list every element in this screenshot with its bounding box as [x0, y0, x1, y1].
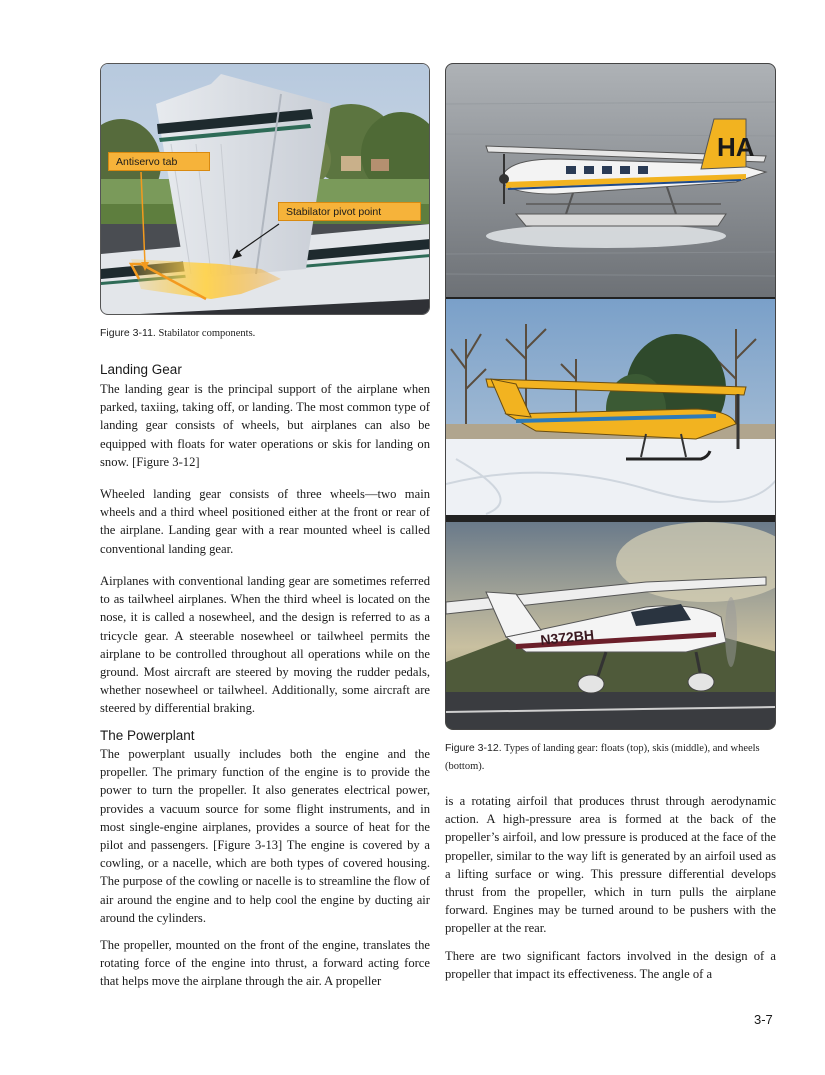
- wheeled-plane-registration: N372BH: [539, 626, 595, 648]
- propeller-design-paragraph: There are two significant factors involved in the design of a propeller that impact its effectiveness. The angle of a: [445, 949, 776, 982]
- landing-gear-paragraph-3: Airplanes with conventional landing gear are sometimes referred to as tailwheel airplanes. When the third wheel is located on the nose, it is called a nosewheel, and the design is referred to as a tricycle gear. A steerable nosewheel or tailwheel permits the airplane to be controlled throughout all operations while on the ground. Most aircraft are steered by moving the rudder pedals, whether nosewheel or tailwheel. Additionally, some aircraft are steered by differential braking.: [100, 574, 430, 716]
- page-number: 3-7: [754, 1012, 773, 1027]
- propeller-paragraph-continued: is a rotating airfoil that produces thrust through aerodynamic action. A high-pressure area is formed at the back of the propeller’s airfoil, and low pressure is produced at the face of the propeller, similar to the way lift is generated by an airfoil used as a lifting surface or wing. This pressure differential develops thrust from the propeller, which in turn pulls the airplane forward. Engines may be turned around to be pushers with the propeller at the rear.: [445, 794, 776, 936]
- stabilator-illustration: [101, 64, 430, 315]
- landing-gear-heading: Landing Gear: [100, 362, 182, 377]
- figure-3-12-caption: [445, 739, 776, 776]
- figure-3-11-caption: [100, 324, 430, 343]
- figure-3-12-text: Types of landing gear: floats (top), skis (middle), and wheels (bottom).: [445, 743, 760, 772]
- wheeled-plane-photo: [446, 522, 776, 730]
- floatplane-tail-logo: HA: [717, 132, 755, 162]
- landing-gear-photo-stack: [445, 63, 776, 730]
- landing-gear-paragraph-2: Wheeled landing gear consists of three wheels—two main wheels and a third wheel positioned either at the front or rear of the airplane. Landing gear with a rear mounted wheel is called conventional landing gear.: [100, 487, 430, 556]
- stabilator-pivot-callout: Stabilator pivot point: [278, 202, 421, 221]
- floatplane-photo: [446, 64, 776, 297]
- powerplant-paragraph-1: The powerplant usually includes both the engine and the propeller. The primary function of the engine is to provide the power to turn the propeller. It also generates electrical power, provides a vacuum source for some flight instruments, and in most single-engine airplanes, provides a source of heat for the pilot and passengers. [Figure 3-13] The engine is covered by a cowling, or a nacelle, which are both types of covered housing. The purpose of the cowling or nacelle is to streamline the flow of air around the engine and to help cool the engine by ducting air around the cylinders.: [100, 747, 430, 925]
- figure-3-11-label: Figure 3-11.: [100, 327, 156, 339]
- stabilator-photo: [100, 63, 430, 315]
- antiservo-tab-callout: Antiservo tab: [108, 152, 210, 171]
- figure-3-11-text: Stabilator components.: [155, 328, 256, 339]
- figure-3-12-label: Figure 3-12.: [445, 742, 502, 754]
- powerplant-heading: The Powerplant: [100, 728, 195, 743]
- landing-gear-paragraph-1: The landing gear is the principal support of the airplane when parked, taxiing, taking off, or landing. The most common type of landing gear consists of wheels, but airplanes can also be equipped with floats for water operations or skis for landing on snow. [Figure 3-12]: [100, 382, 430, 469]
- ski-plane-photo: [446, 299, 776, 515]
- powerplant-paragraph-2: The propeller, mounted on the front of the engine, translates the rotating force of the engine into thrust, a forward acting force that helps move the airplane through the air. A propeller: [100, 938, 430, 989]
